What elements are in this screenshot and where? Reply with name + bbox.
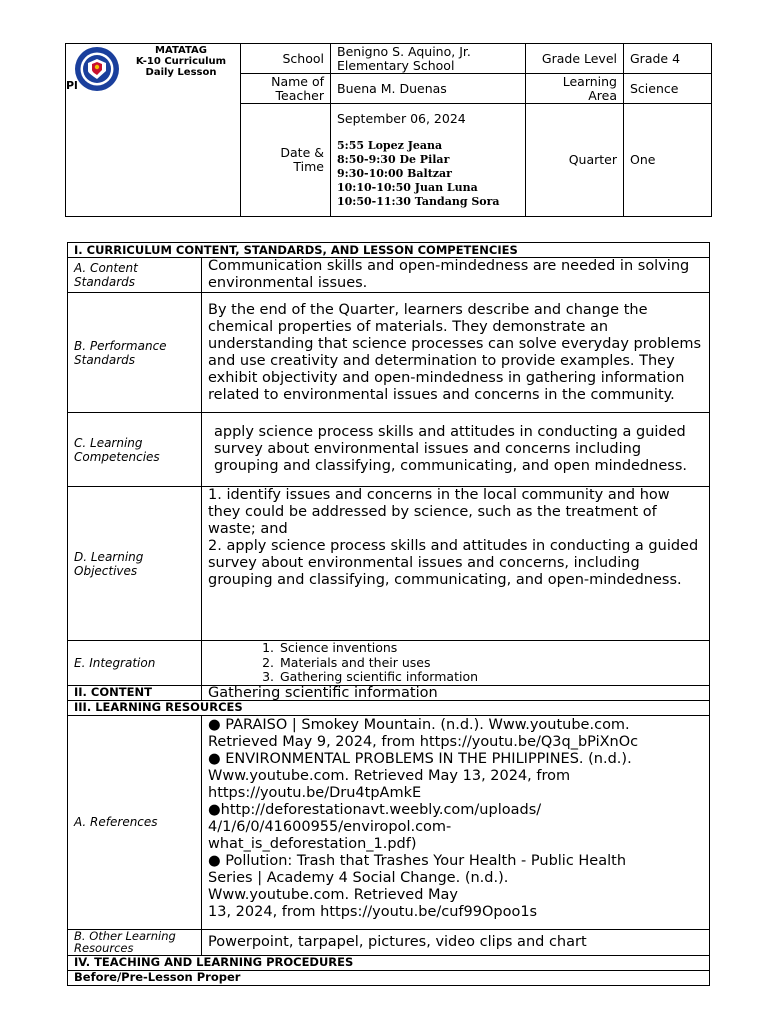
reference-line: ●http://deforestationavt.weebly.com/uploads/ [208,801,542,818]
schedule-item: 5:55 Lopez Jeana [337,138,443,152]
integration-label: E. Integration [68,641,202,686]
teacher-value: Buena M. Duenas [331,74,526,104]
reference-line: Retrieved May 9, 2024, from https://youtu.be/Q3q_bPiXnOc [208,733,639,750]
pre-lesson-heading: Before/Pre-Lesson Proper [68,970,710,985]
content-standards-text: Communication skills and open-mindedness are needed in solving environmental issues. [202,258,710,293]
references-label: A. References [68,715,202,929]
school-label: School [241,44,331,74]
date-time-value [331,104,526,217]
reference-line: 13, 2024, from https://youtu.be/cuf99Opoo1s [208,903,538,920]
learning-objectives-cell [202,487,710,641]
brand-title: MATATAG K-10 Curriculum Daily Lesson [135,45,227,78]
reference-line: what_is_deforestation_1.pdf) [208,835,417,852]
schedule-item: 10:50-11:30 Tandang Sora [337,194,500,208]
reference-line: ● PARAISO | Smokey Mountain. (n.d.). Www.youtube.com. [208,716,630,733]
lesson-plan-table [67,242,710,986]
reference-line: Www.youtube.com. Retrieved May 13, 2024, from [208,767,571,784]
school-value: Benigno S. Aquino, Jr. Elementary School [331,44,526,74]
reference-line: 4/1/6/0/41600955/enviropol.com- [208,818,452,835]
learning-objective-item: 1. identify issues and concerns in the local community and how they could be addressed by science, such as the treatment of waste; and [208,487,670,537]
reference-line: Series | Academy 4 Social Change. (n.d.). [208,869,509,886]
date-value: September 06, 2024 [337,110,466,126]
performance-standards-label: B. Performance Standards [68,293,202,413]
brand-tail-text: Pl [66,79,78,92]
references-cell [202,715,710,929]
schedule-item: 8:50-9:30 De Pilar [337,152,450,166]
integration-list [208,641,703,685]
schedule-list [337,139,519,209]
content-standards-label: A. Content Standards [68,258,202,293]
section-heading-resources: III. LEARNING RESOURCES [68,700,710,715]
integration-item: 1. Science inventions [278,641,703,656]
grade-level-value: Grade 4 [624,44,712,74]
quarter-label: Quarter [526,104,624,217]
content-value: Gathering scientific information [202,685,710,700]
learning-area-label: Learning Area [526,74,624,104]
section-heading-content: II. CONTENT [68,685,202,700]
learning-area-value: Science [624,74,712,104]
reference-line: Www.youtube.com. Retrieved May [208,886,459,903]
learning-objective-item: 2. apply science process skills and attitudes in conducting a guided survey about environmental issues and concerns, including grouping and classifying, communicating, and open-mindedness. [208,538,699,588]
teacher-label: Name of Teacher [241,74,331,104]
integration-item: 3. Gathering scientific information [278,670,703,685]
schedule-item: 10:10-10:50 Juan Luna [337,180,478,194]
other-resources-label: B. Other Learning Resources [68,929,202,955]
reference-line: ● Pollution: Trash that Trashes Your Health - Public Health [208,852,627,869]
integration-cell [202,641,710,686]
learning-competencies-label: C. Learning Competencies [68,413,202,487]
reference-line: https://youtu.be/Dru4tpAmkE [208,784,422,801]
brand-cell [66,44,241,217]
learning-objectives-label: D. Learning Objectives [68,487,202,641]
performance-standards-text: By the end of the Quarter, learners describe and change the chemical properties of materials. They demonstrate an understanding that science processes can solve everyday problems and use creativity and determination to provide examples. They exhibit objectivity and open-mindedness in gathering information related to environmental issues and concerns in the community. [202,293,710,413]
learning-competencies-text: apply science process skills and attitudes in conducting a guided survey about environmental issues and concerns including grouping and classifying, communicating, and open mindedness. [202,413,710,487]
date-time-label: Date & Time [241,104,331,217]
reference-line: ● ENVIRONMENTAL PROBLEMS IN THE PHILIPPINES. (n.d.). [208,750,632,767]
other-resources-text: Powerpoint, tarpapel, pictures, video clips and chart [202,929,710,955]
section-heading-curriculum: I. CURRICULUM CONTENT, STANDARDS, AND LESSON COMPETENCIES [68,243,710,258]
deped-seal-icon [74,46,120,92]
quarter-value: One [624,104,712,217]
lesson-header-table [65,43,712,217]
integration-item: 2. Materials and their uses [278,656,703,671]
section-heading-procedures: IV. TEACHING AND LEARNING PROCEDURES [68,955,710,970]
schedule-item: 9:30-10:00 Baltzar [337,166,452,180]
grade-level-label: Grade Level [526,44,624,74]
